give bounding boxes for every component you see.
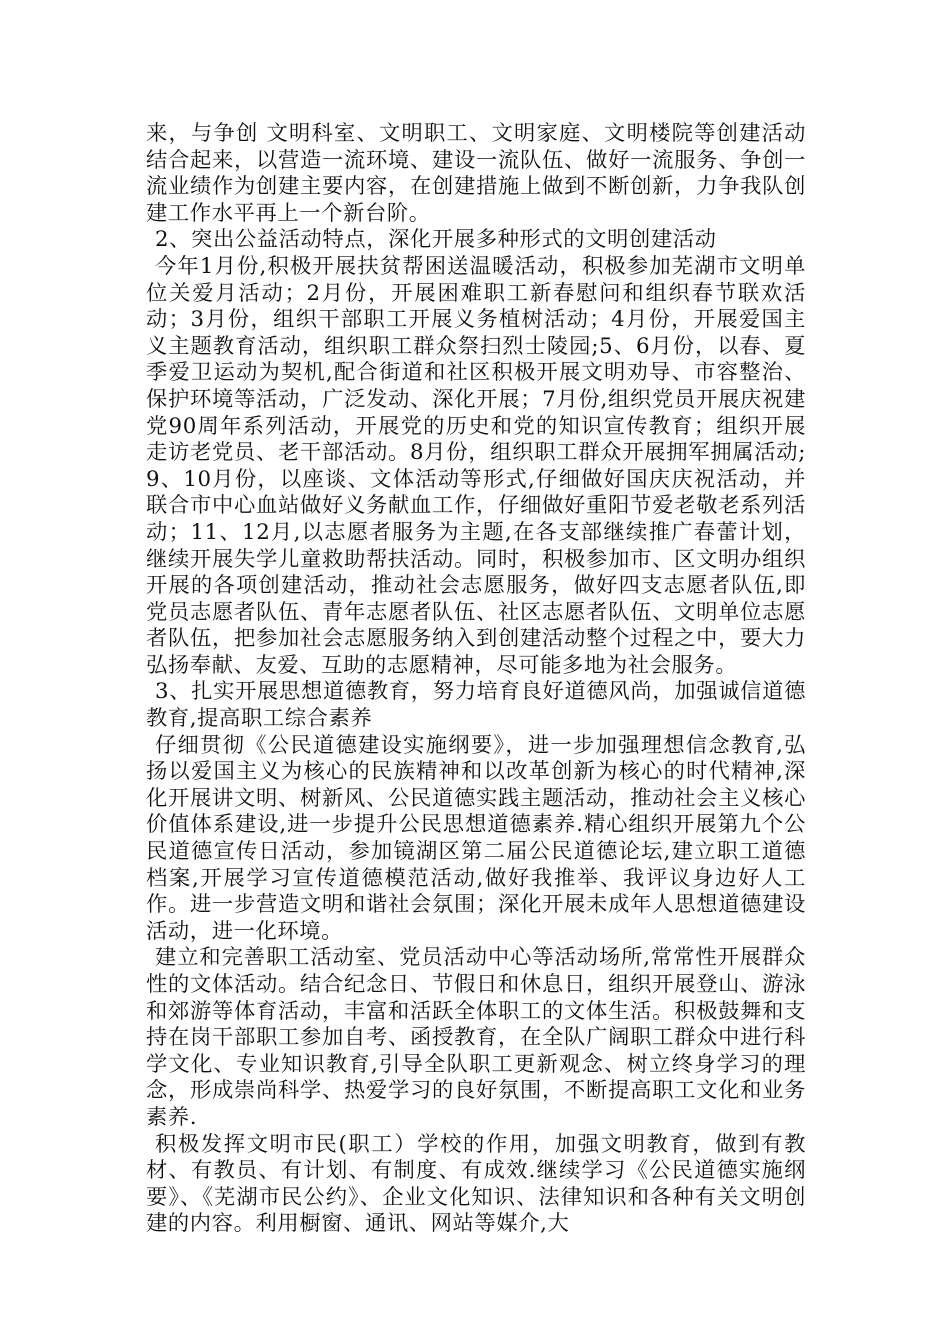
document-body (146, 121, 806, 1238)
section-heading-3: 3、扎实开展思想道德教育，努力培育良好道德风尚，加强诚信道德教育,提高职工综合素养 (146, 679, 806, 732)
paragraph-activity-rooms: 建立和完善职工活动室、党员活动中心等活动场所,常常性开展群众性的文体活动。结合纪念日、节假日和休息日，组织开展登山、游泳和郊游等体育活动，丰富和活跃全体职工的文体生活。积极鼓舞和支持在岗干部职工参加自考、函授教育，在全队广阔职工群众中进行科学文化、专业知识教育,引导全队职工更新观念、树立终身学习的理念，形成崇尚科学、热爱学习的良好氛围，不断提高职工文化和业务素养. (146, 945, 806, 1130)
paragraph-moral-education: 仔细贯彻《公民道德建设实施纲要》，进一步加强理想信念教育,弘扬以爱国主义为核心的民族精神和以改革创新为核心的时代精神,深化开展讲文明、树新风、公民道德实践主题活动，推动社会主义核心价值体系建设,进一步提升公民思想道德素养.精心组织开展第九个公民道德宣传日活动，参加镜湖区第二届公民道德论坛,建立职工道德档案,开展学习宣传道德模范活动,做好我推举、我评议身边好人工作。进一步营造文明和谐社会氛围；深化开展未成年人思想道德建设活动，进一化环境。 (146, 732, 806, 944)
paragraph-continuation: 来，与争创 文明科室、文明职工、文明家庭、文明楼院等创建活动结合起来，以营造一流环境、建设一流队伍、做好一流服务、争创一流业绩作为创建主要内容，在创建措施上做到不断创新，力争我队创建工作水平再上一个新台阶。 (146, 121, 806, 226)
section-heading-2: 2、突出公益活动特点，深化开展多种形式的文明创建活动 (155, 227, 717, 253)
paragraph-civic-school: 积极发挥文明市民(职工）学校的作用，加强文明教育，做到有教材、有教员、有计划、有制度、有成效.继续学习《公民道德实施纲要》、《芜湖市民公约》、企业文化知识、法律知识和各种有关文明创建的内容。利用橱窗、通讯、网站等媒介,大 (146, 1131, 806, 1237)
paragraph-public-welfare: 今年1月份,积极开展扶贫帮困送温暖活动，积极参加芜湖市文明单位关爱月活动；2月份，开展困难职工新春慰问和组织春节联欢活动；3月份，组织干部职工开展义务植树活动；4月份，开展爱国主义主题教育活动，组织职工群众祭扫烈士陵园;5、6月份，以春、夏季爱卫运动为契机,配合街道和社区积极开展文明劝导、市容整治、保护环境等活动，广泛发动、深化开展；7月份,组织党员开展庆祝建党90周年系列活动，开展党的历史和党的知识宣传教育；组织开展走访老党员、老干部活动。8月份，组织职工群众开展拥军拥属活动;9、10月份，以座谈、文体活动等形式,仔细做好国庆庆祝活动，并联合市中心血站做好义务献血工作，仔细做好重阳节爱老敬老系列活动；11、12月,以志愿者服务为主题,在各支部继续推广春蕾计划，继续开展失学儿童救助帮扶活动。同时，积极参加市、区文明办组织开展的各项创建活动，推动社会志愿服务，做好四支志愿者队伍,即党员志愿者队伍、青年志愿者队伍、社区志愿者队伍、文明单位志愿者队伍，把参加社会志愿服务纳入到创建活动整个过程之中，要大力弘扬奉献、友爱、互助的志愿精神，尽可能多地为社会服务。 (146, 253, 806, 678)
